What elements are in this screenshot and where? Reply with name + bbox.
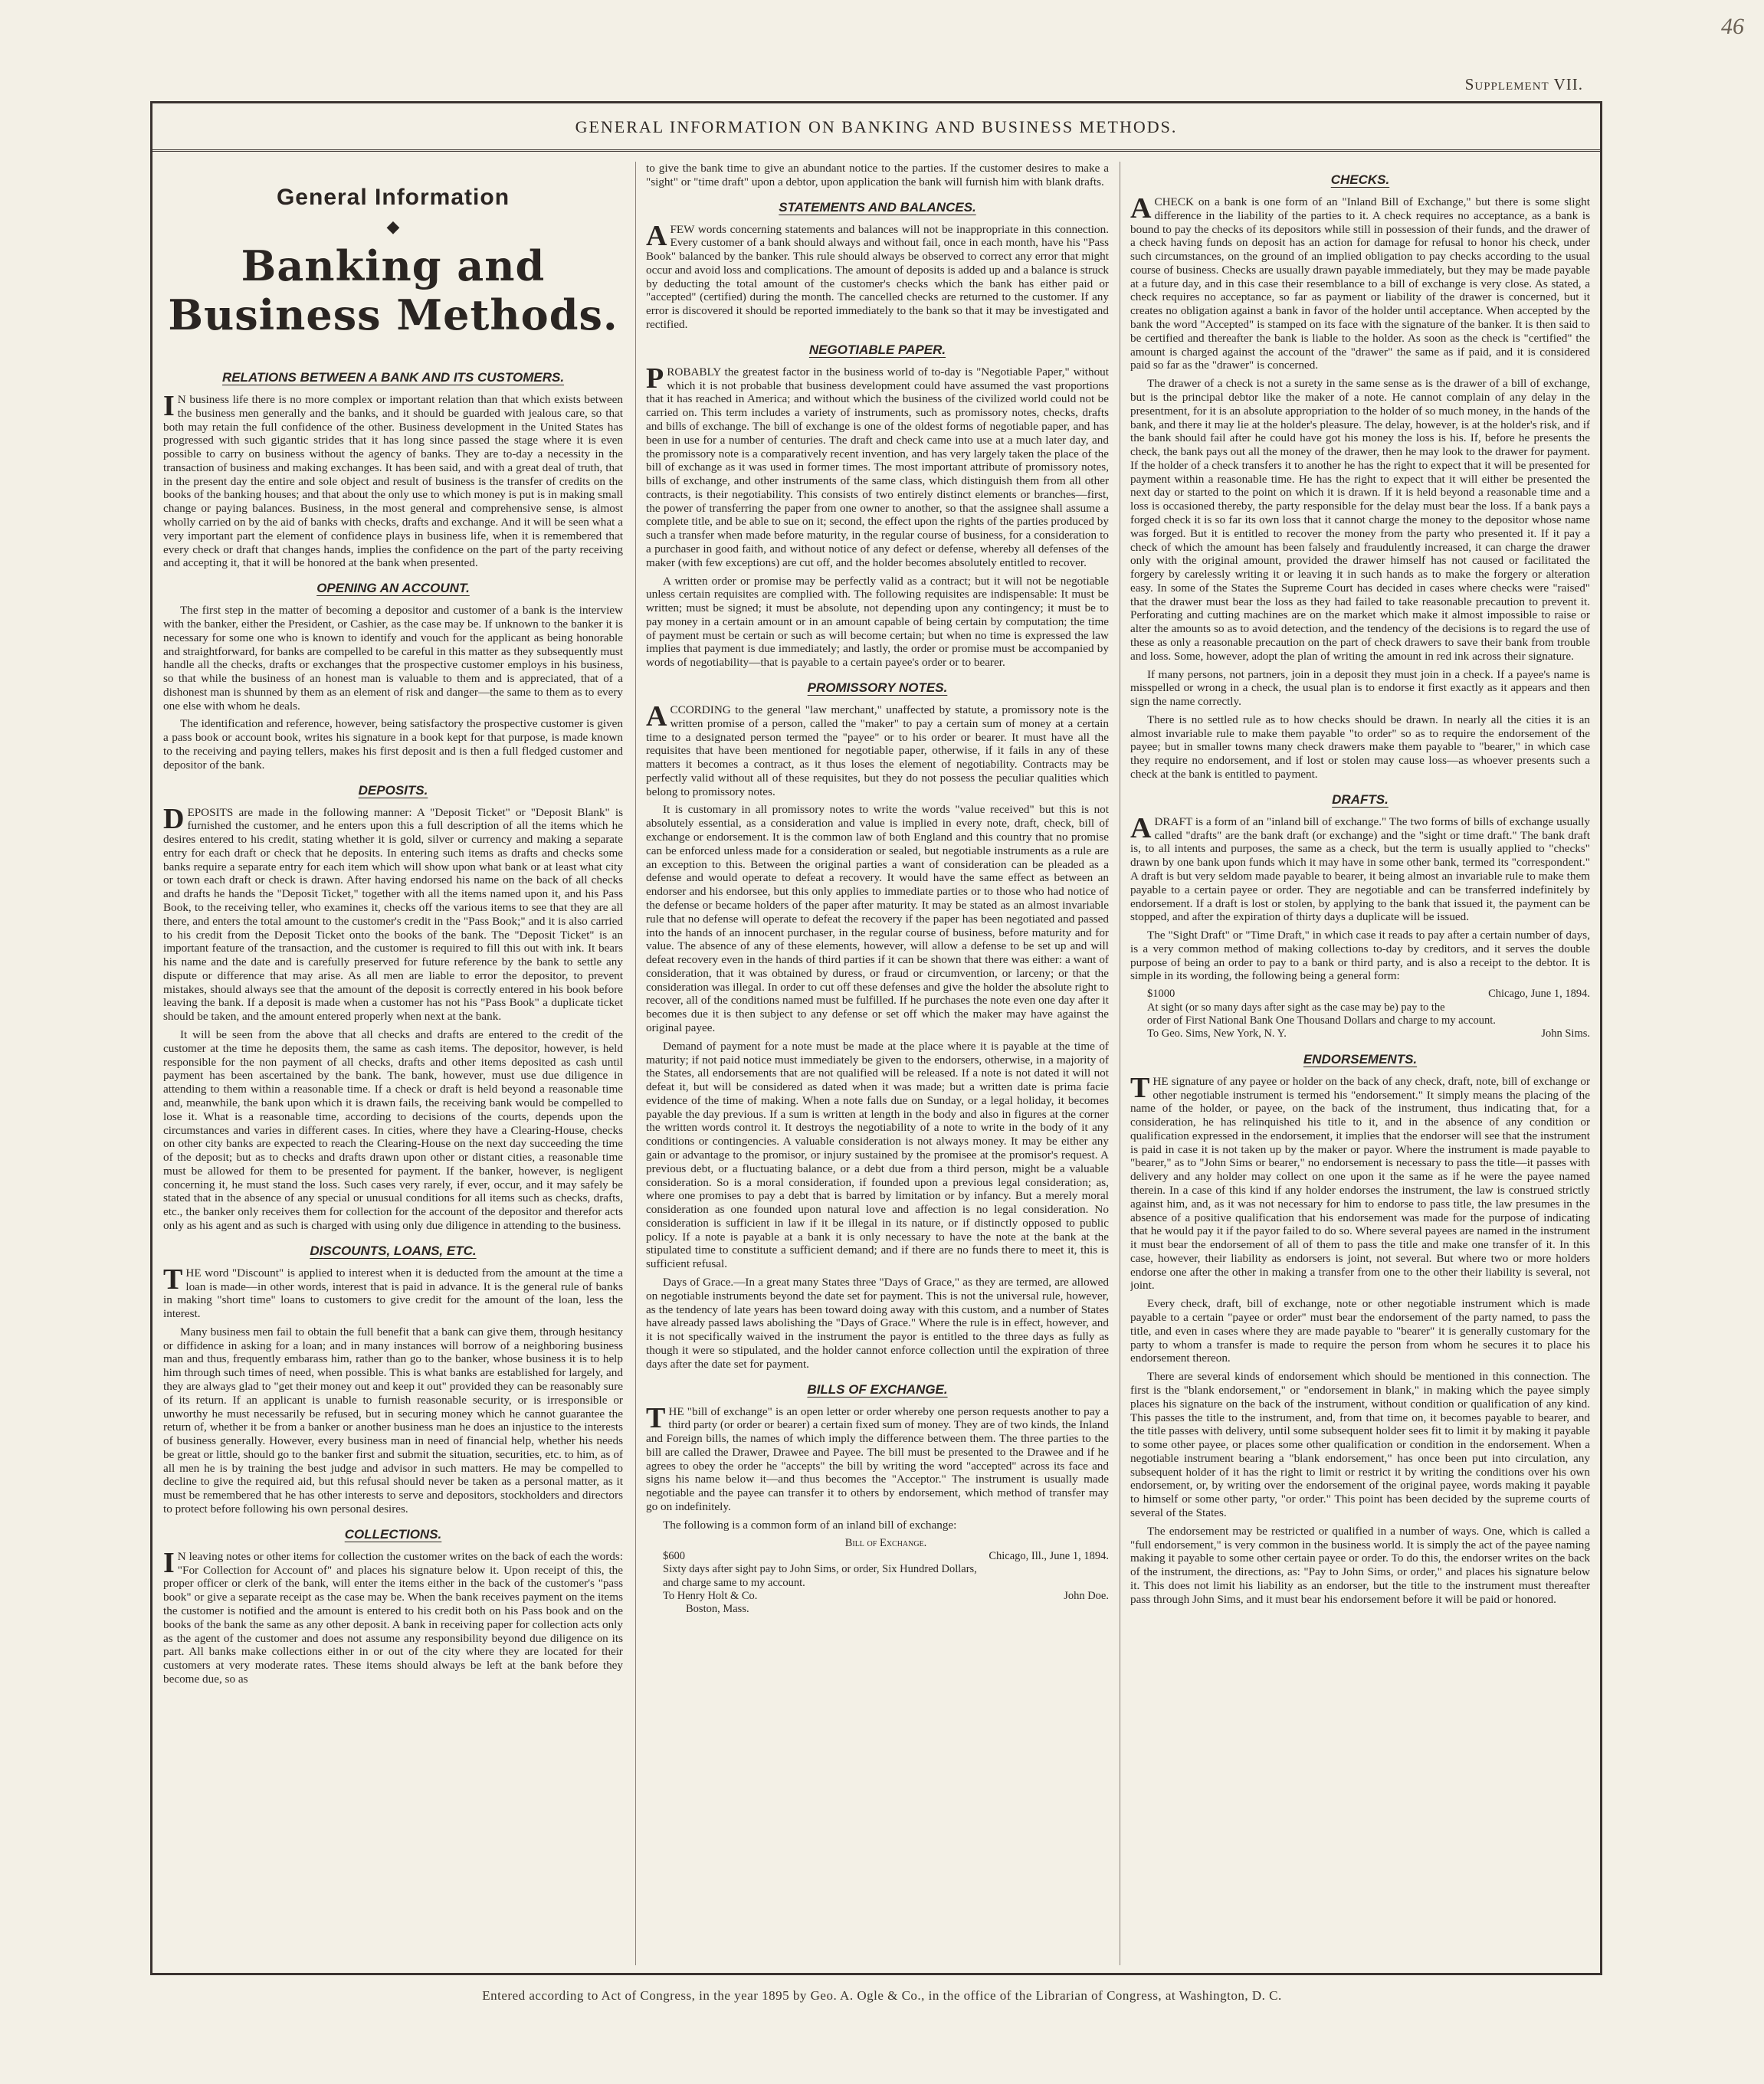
- column-1: [163, 162, 623, 1965]
- draft-form: [1147, 988, 1590, 1041]
- paragraph: Every check, draft, bill of exchange, note or other negotiable instrument which is made payable to a certain "payee or order" must bear the endorsement of the party named, to pass the title, and even in cases where they are made payable to "bearer" it is generally customary for the party to whom a transfer is made to require the person from whom he secures it to place his endorsement thereon.: [1130, 1297, 1590, 1365]
- paragraph: DEPOSITS are made in the following manner: A "Deposit Ticket" or "Deposit Blank" is furnished the customer, and he enters upon this a full description of all the items which he desires entered to his credit, stating whether it is gold, silver or currency and making a separate entry for each draft or check that he deposits. In entering such items as drafts and checks some banks require a separate entry for each item which will show upon what bank or at least what city or town each draft or check is drawn. After having endorsed his name on the back of all checks and drafts he hands the "Deposit Ticket," together with all the items named upon it, and his Pass Book, to the receiving teller, who examines it, checks off the various items to see that they are all there, and enters the total amount to the customer's credit in the "Pass Book;" and it is also carried to his credit from the Deposit Ticket onto the books of the bank. The "Deposit Ticket" is an important feature of the transaction, and the customer is required to fill this out with ink. It bears his name and the date and is carefully preserved for future reference by the bank to settle any dispute or difference that may arise. As all men are liable to error the depositor, to prevent mistakes, should always see that the amount of the deposit is correctly entered in his book before leaving the bank. If a deposit is made when a customer has not his "Pass Book" a duplicate ticket should be taken, and the amount entered properly when next at the bank.: [163, 802, 623, 1024]
- paragraph: ACHECK on a bank is one form of an "Inland Bill of Exchange," but there is some slight difference in the liability of the parties to it. A check requires no acceptance, as a bank is bound to pay the checks of its depositors while still in possession of their funds, and the drawer of a check having funds on deposit has an action for damage for refusal to honor his check, under such circumstances, on the ground of an implied obligation to pay checks according to the usual course of business. Checks are usually drawn payable immediately, but they may be made payable at a future day, and in this case their resemblance to a bill of exchange is very close. As stated, a check requires no acceptance, so far as payment or liability of the drawer is concerned, but it creates no obligation against a bank in favor of the holder until acceptance. When accepted by the bank the word "Accepted" is stamped on its face with the signature of the banker. It is then said to be certified and thereafter the bank is liable to the holder. As soon as the check is "certified" the amount is charged against the account of the "drawer" the same as if paid, and it is considered paid so far as the "drawer" is concerned.: [1130, 192, 1590, 372]
- bill-of-exchange-form: [663, 1537, 1109, 1617]
- paragraph: A written order or promise may be perfectly valid as a contract; but it will not be negotiable unless certain requisites are complied with. The following requisites are indispensable: It must be written; must be signed; it must be absolute, not depending upon any contingency; it must be to pay money in a certain amount or in an amount capable of being certain by computation; the time of payment must be certain or such as will become certain; but when no time is expressed the law implies that payment is due immediately; and lastly, the order or promise must be accompanied by words of negotiability—that is payable to a certain payee's order or to bearer.: [646, 574, 1109, 670]
- section-title-drafts: DRAFTS.: [1332, 791, 1389, 807]
- paragraph: IN leaving notes or other items for collection the customer writes on the back of each the words: "For Collection for Account of" and places his signature below it. Upon receipt of this, the proper officer or clerk of the bank, will enter the items either in the back of the customer's "pass book" or give a separate receipt as the case may be. When the bank receives payment on the items the customer is notified and the amount is entered to his credit both on his Pass book and on the books of the bank the same as any other deposit. A bank in receiving paper for collection acts only as the agent of the customer and does not assume any responsibility beyond due diligence on its part. All banks make collections either in or out of the city where they are located for their customers at very moderate rates. These items should always be left at the bank before they become due, so as: [163, 1546, 623, 1686]
- paragraph: It is customary in all promissory notes to write the words "value received" but this is not absolutely essential, as a consideration and value is implied in every note, draft, check, bill of exchange or endorsement. It is the common law of both England and this country that no promise can be enforced unless made for a consideration or sealed, but negotiable instruments as a rule are an exception to this. Between the original parties a want of consideration can be pleaded as a defense and would operate to defeat a recovery. It would have the same effect as between an endorser and his endorsee, but this only applies to immediate parties or to those who had notice of the defense or became holders of the paper after maturity. It may be stated as an almost invariable rule that no defense will operate to defeat the recovery if the paper has been negotiated and passed into the hands of an innocent purchaser, in the regular course of business, before maturity and for value. The absence of any of these elements, however, will allow a defense to be set up and will defeat recovery even in the hands of third parties if it can be shown that there was either: a want of consideration, that it was obtained by duress, or fraud or circumvention, or larceny; or that the consideration was illegal. In order to cut off these defenses and give the holder the absolute right to recover, all of the conditions named must be fulfilled. If he purchases the note even one day after it becomes due it is then subject to any defense or set off which the maker may have against the original payee.: [646, 803, 1109, 1034]
- paragraph: ADRAFT is a form of an "inland bill of exchange." The two forms of bills of exchange usually called "drafts" are the bank draft (or exchange) and the "sight or time draft." The bank draft is, to all intents and purposes, the same as a check, but the term is usually applied to "checks" drawn by one bank upon funds which it may have in some other bank, termed its "correspondent." A draft is but very seldom made payable to bearer, it being almost an invariable rule to make them payable to a certain payee or order. They are negotiable and can be transferred indefinitely by endorsement. If a draft is lost or stolen, by applying to the bank that issued it, the payment can be stopped, and after the expiration of thirty days a duplicate will be issued.: [1130, 811, 1590, 924]
- form-signer: John Doe.: [1064, 1590, 1109, 1603]
- form-line: At sight (or so many days after sight as the case may be) pay to the: [1147, 1001, 1445, 1014]
- paragraph: Days of Grace.—In a great many States three "Days of Grace," as they are termed, are allowed on negotiable instruments beyond the date set for payment. This is not the universal rule, however, as the tendency of late years has been toward doing away with this custom, and a number of States have already passed laws abolishing the "Days of Grace." Where the rule is in effect, however, and it is not specifically waived in the instrument the payor is entitled to the three days as fully as though it were so stipulated, and the holder cannot enforce collection until the expiration of three days after the date set for payment.: [646, 1276, 1109, 1371]
- masthead-subtitle: Banking and Business Methods.: [168, 241, 618, 339]
- paragraph: The drawer of a check is not a surety in the same sense as is the drawer of a bill of exchange, but is the principal debtor like the maker of a note. He cannot complain of any delay in the presentment, for it is an absolute appropriation to the holder of so much money, in the hands of the bank, and there it may lie at the holder's pleasure. The delay, however, is at the holder's risk, and if the bank should fail after he could have got his money the loss is his. If, before he presents the check, the bank pays out all the money of the drawer, then he may look to the drawer for payment. If the holder of a check transfers it to another he has the right to expect that it will be presented for payment within a reasonable time. He has the right to expect that it will either be presented the next day or started to the point on which it is drawn. If it is held beyond a reasonable time and a loss is occasioned thereby, the party responsible for the delay must bear the loss. If a bank pays a forged check it is so far its own loss that it cannot charge the money to the depositor whose name was forged. But it is entitled to recover the money from the party who presented it. If it pay a check of which the amount has been falsely and fraudulently increased, it can charge the drawer only with the original amount, provided the drawer himself has not caused or facilitated the forgery by carelessly writing it or leaving it in such hands as to make the forgery or alteration easy. In some of the States the Supreme Court has decided in cases where checks were "raised" that the drawer must bear the loss as they had failed to take reasonable precaution to prevent it. Perforating and cutting machines are on the market which make it almost impossible to raise or alter the amounts so as to avoid detection, and the tendency of the decisions is to regard the use of these as only a reasonable precaution on the part of check drawers to save their bank from trouble and loss. Some, however, adopt the plan of writing the amount in red ink across their signature.: [1130, 377, 1590, 663]
- paragraph: The endorsement may be restricted or qualified in a number of ways. One, which is called a "full endorsement," is very common in the business world. It is simply the act of the payee naming making it payable to some other certain payee or order. To do this, the endorser writes on the back of the instrument, the directions, as: "Pay to John Sims, or order," and places his signature below it. This does not limit his liability as an endorser, but the title to the instrument must thereafter pass through John Sims, and it must bear his endorsement before it will be paid or honored.: [1130, 1524, 1590, 1606]
- form-place: Boston, Mass.: [686, 1603, 749, 1616]
- paragraph: The following is a common form of an inland bill of exchange:: [663, 1518, 957, 1532]
- form-signature-row: [1147, 1027, 1590, 1040]
- page-frame: [150, 101, 1602, 1975]
- paragraph: If many persons, not partners, join in a deposit they must join in a check. If a payee's name is misspelled or wrong in a check, the usual plan is to endorse it first exactly as it appears and then sign the name correctly.: [1130, 667, 1590, 709]
- column-3: [1130, 162, 1590, 1965]
- paragraph: ACCORDING to the general "law merchant," unaffected by statute, a promissory note is the written promise of a person, called the "maker" to pay a certain sum of money at a certain time to a designated person termed the "payee" or to his order or bearer. It must have all the requisites that have been mentioned for negotiable paper, otherwise, if it fails in any of these matters it becomes a contract, as it thus loses the element of negotiability. Contracts may be perfectly valid without all of these requisites, but they do not possess the peculiar qualities which belong to promissory notes.: [646, 700, 1109, 798]
- paragraph: There is no settled rule as to how checks should be drawn. In nearly all the cities it is an almost invariable rule to make them payable "to order" so as to require the endorsement of the payee; but in smaller towns many check drawers make them payable to "bearer," in which case they require no endorsement, and if lost or stolen may cause loss—as whoever presents such a check at the bank is entitled to payment.: [1130, 713, 1590, 782]
- paragraph: Many business men fail to obtain the full benefit that a bank can give them, through hesitancy or diffidence in asking for a loan; and in many instances will borrow of a neighboring business man and thus, frequently embarass him, rather than go to the banker, whose business it is to help him through such times of need, when possible. This is what banks are established for largely, and they are always glad to "get their money out and keep it out" provided they can be reasonably sure of its return. If an applicant is unable to furnish reasonable security, or is irresponsible or unworthy he must necessarily be refused, but in securing money which he cannot guarantee the return of, whether it be from a banker or another business man he does an injustice to the interests of business generally. However, every business man in need of financial help, whether his needs be great or little, should go to the banker first and submit the situation, securities, etc. to him, as of all men he is by training the best judge and advisor in such matters. He may be compelled to decline to give the required aid, but this refusal should never be taken as a personal matter, as it must be remembered that he has other interests to serve and depositors, stockholders and directors to protect before following his own personal desires.: [163, 1325, 623, 1516]
- paragraph: AFEW words concerning statements and balances will not be inappropriate in this connection. Every customer of a bank should always and without fail, once in each month, have his "Pass Book" balanced by the banker. This rule should always be observed to correct any error that might occur and avoid loss and complications. The amount of deposits is added up and a balance is struck by deducting the total amount of the customer's checks which the bank has either paid or "accepted" (certified) during the month. The cancelled checks are returned to the customer. If any error is discovered it should be reported immediately to the bank so that it may be investigated and rectified.: [646, 219, 1109, 332]
- paragraph: THE "bill of exchange" is an open letter or order whereby one person requests another to pay a third party (or order or bearer) a certain fixed sum of money. They are of two kinds, the Inland and Foreign bills, the names of which imply the difference between them. The three parties to the bill are called the Drawer, Drawee and Payee. The bill must be presented to the Drawee and if he agrees to obey the order he "accepts" the bill by writing the word "accepted" across its face and signs his name below it—and thus becomes the "Acceptor." The instrument is usually made negotiable and the payee can transfer it to others by endorsement, which method of transfer may go on indefinitely.: [646, 1401, 1109, 1513]
- paragraph: It will be seen from the above that all checks and drafts are entered to the credit of the customer at the time he deposits them, the same as cash items. The depositor, however, is held responsible for the non payment of all checks, drafts and other items deposited as cash until payment has been ascertained by the bank. The bank, however, must use due diligence in attending to them within a reasonable time. If a check or draft is held beyond a reasonable time and, meanwhile, the bank upon which it is drawn fails, the receiving bank would be compelled to lose it. What is a reasonable time, according to decisions of the courts, depends upon the circumstances and varies in different cases. In cities, where they have a Clearing-House, checks on other city banks are expected to reach the Clearing-House on the next day succeeding the time of the deposit; but as to checks and drafts drawn upon other or distant cities, a reasonable time must be allowed for them to be presented for payment. If the banker, however, is negligent concerning it, he must stand the loss. Such cases very rarely, if ever, occur, and it may safely be stated that in the absence of any special or unusual conditions for all items such as checks, drafts, etc., the banker only receives them for collection for the account of the depositor and therefor acts only as his agent and as such is charged with using only due diligence in attending to the business.: [163, 1028, 623, 1232]
- section-title-deposits: DEPOSITS.: [358, 782, 428, 798]
- form-signer: John Sims.: [1541, 1027, 1590, 1040]
- form-amount: $1000: [1147, 988, 1175, 1001]
- section-title-bills: BILLS OF EXCHANGE.: [807, 1381, 948, 1397]
- form-amount: $600: [663, 1549, 685, 1562]
- header-title: GENERAL INFORMATION ON BANKING AND BUSINESS METHODS.: [575, 117, 1178, 136]
- copyright-footer: Entered according to Act of Congress, in the year 1895 by Geo. A. Ogle & Co., in the office of the Librarian of Congress, at Washington, D. C.: [482, 1988, 1282, 2003]
- form-to: To Geo. Sims, New York, N. Y.: [1147, 1027, 1287, 1040]
- paragraph: THE signature of any payee or holder on the back of any check, draft, note, bill of exchange or other negotiable instrument is termed his "endorsement." It simply means the placing of the name of the holder, or payee, on the back of the instrument, thus indicating that, for a consideration, he has relinquished his title to it, and in the absence of any condition or qualification expressed in the endorsement, it implies that the endorser will see that the instrument is paid in case it is not taken up by the maker or payor. Where the instrument is made payable to "bearer," as to "John Sims or bearer," no endorsement is necessary to pass the title—it passes with delivery and any holder may collect on one upon it the same as if he were the payee named therein. In a case of this kind if any holder endorses the instrument, the law is construed strictly against him, and, as it was not necessary for him to endorse to pass title, the law presumes in the absence of a positive qualification that his endorsement was made for the purpose of indicating that he would pay it if the payor failed to do so. Where several payees are named in the instrument it must bear the endorsement of all of them to pass the title and make one transfer of it. In this case, however, their liability as endorsers is joint, not several. But where two or more holders endorse one after the other in making a transfer from one to the other their liability is several, not joint.: [1130, 1071, 1590, 1293]
- masthead-ornament: ◆: [386, 217, 400, 236]
- section-title-discounts: DISCOUNTS, LOANS, ETC.: [310, 1243, 477, 1258]
- columns: [163, 162, 1589, 1965]
- section-title-collections: COLLECTIONS.: [344, 1526, 442, 1542]
- supplement-label: Supplement VII.: [1464, 75, 1583, 93]
- column-2: [646, 162, 1109, 1965]
- section-title-endorsements: ENDORSEMENTS.: [1303, 1051, 1418, 1067]
- paragraph: to give the bank time to give an abundant notice to the parties. If the customer desires to make a "sight" or "time draft" upon a debtor, upon application the bank will furnish him with blank drafts.: [646, 162, 1109, 188]
- form-line: order of First National Bank One Thousand Dollars and charge to my account.: [1147, 1014, 1496, 1027]
- paragraph: The first step in the matter of becoming a depositor and customer of a bank is the interview with the banker, either the President, or Cashier, as the case may be. If unknown to the banker it is necessary for some one who is known to identify and vouch for the applicant as being honorable and straightforward, for banks are compelled to be careful in this matter as they subsequently must handle all the checks, drafts or exchanges that the prospective customer employs in his business, so that while the business of an honest man is valuable to them and is appreciated, that of a dishonest man is shunned by them as an element of risk and danger—the same to them as to every one else with whom he deals.: [163, 604, 623, 713]
- page-number: 46: [1721, 14, 1744, 39]
- form-date: Chicago, June 1, 1894.: [1488, 988, 1590, 1001]
- header-banner: [152, 103, 1600, 152]
- form-date: Chicago, Ill., June 1, 1894.: [989, 1549, 1109, 1562]
- form-header-row: [663, 1550, 1109, 1563]
- section-title-promissory: PROMISSORY NOTES.: [807, 680, 948, 695]
- form-header-row: [1147, 988, 1590, 1001]
- paragraph: IN business life there is no more complex or important relation than that which exists between the business men generally and the banks, and it should be guarded with jealous care, so that both may retain the full confidence of the other. Business development in the United States has progressed with such gigantic strides that it has long since passed the stage where it is even possible to carry on business without the agency of banks. They are to-day a necessity in the transaction of business and making exchanges. It has been said, and with a great deal of truth, that in the present day the entire and sole object and result of business is the transfer of credits on the books of the banking houses; and that about the only use to which money is put is in making small change or paying balances. Business, in the most general and comprehensive sense, is almost wholly carried on by the aid of banks with checks, drafts and exchange. And it will be seen what a very important part the element of confidence plays in business life, when it is remembered that every check or draft that changes hands, implies the confidence on the part of the party receiving and accepting it, that it will be honored at the bank when presented.: [163, 390, 623, 570]
- form-line: Sixty days after sight pay to John Sims, or order, Six Hundred Dollars,: [663, 1563, 977, 1576]
- form-title: Bill of Exchange.: [844, 1536, 927, 1549]
- section-title-statements: STATEMENTS AND BALANCES.: [779, 199, 976, 215]
- section-title-relations: RELATIONS BETWEEN A BANK AND ITS CUSTOMERS.: [221, 370, 565, 385]
- form-line: and charge same to my account.: [663, 1576, 805, 1589]
- form-to: To Henry Holt & Co.: [663, 1590, 758, 1603]
- paragraph: There are several kinds of endorsement which should be mentioned in this connection. The first is the "blank endorsement," or "endorsement in blank," in making which the payee simply places his signature on the back of the instrument, without condition or qualification of any kind. This passes the title to the instrument, and, from that time on, it becomes payable to bearer, and the title passes with delivery, until some subsequent holder sees fit to limit it by making it payable to some other payee, or places some other qualification or condition in the endorsement. When a negotiable instrument bearing a "blank endorsement," has once been put into circulation, any subsequent holder of it has the right to limit or restrict it by writing the conditions over his own endorsement, or, by writing over the endorsement of the original payee, words making it payable to himself or some other party, "or order." This point has been decided by the supreme courts of several of the States.: [1130, 1370, 1590, 1519]
- masthead-title: General Information: [276, 185, 510, 210]
- section-title-opening: OPENING AN ACCOUNT.: [316, 581, 470, 596]
- section-title-negotiable: NEGOTIABLE PAPER.: [808, 342, 946, 357]
- paragraph: PROBABLY the greatest factor in the business world of to-day is "Negotiable Paper," without which it is not probable that business development could have assumed the vast proportions that it has reached in America; and without which the business of the civilized world could not be carried on. This term includes a variety of instruments, such as promissory notes, checks, drafts and bills of exchange. The bill of exchange is one of the oldest forms of negotiable paper, and has been in use for a number of centuries. The draft and check came into use at a much later day, and the promissory note is a comparatively recent invention, and has very largely taken the place of the bill of exchange as it was used in former times. The most important attribute of promissory notes, bills of exchange, and other instruments of the same class, which distinguish them from all other contracts, is their negotiability. This consists of two entirely distinct elements or branches—first, the power of transferring the paper from one owner to another, so that the assignee shall assume a complete title, and be able to sue on it; second, the effect upon the rights of the parties produced by such a transfer when made before maturity, in the regular course of business, for a consideration to a purchaser in good faith, and without notice of any defect or defense, whereby all defenses of the maker (with few exceptions) are cut off, and the holder becomes absolutely entitled to recover.: [646, 362, 1109, 569]
- paragraph: The "Sight Draft" or "Time Draft," in which case it reads to pay after a certain number of days, is a very common method of making collections to-day by creditors, and it serves the double purpose of being an order to pay to a bank or third party, and is also a receipt to the debtor. It is simple in its wording, the following being a general form:: [1130, 929, 1590, 983]
- section-title-checks: CHECKS.: [1330, 172, 1390, 187]
- paragraph: Demand of payment for a note must be made at the place where it is payable at the time of maturity; if not paid notice must immediately be given to the endorsers, otherwise, in a majority of the States, all endorsements that are not qualified will be released. If a note is not dated it will not defeat it, but will be considered as dated when it was made; but a written date is prima facie evidence of the time of making. When a note falls due on Sunday, or a legal holiday, it becomes payable the day previous. If a sum is written at length in the body and also in figures at the corner the written words control it. It destroys the negotiability of a note to write in the body of it any conditions or contingencies. A valuable consideration is not always money. It may be either any gain or advantage to the promisor, or injury sustained by the promisee at the promisor's request. A previous debt, or a fluctuating balance, or a debt due from a third person, might be a valuable consideration. So is a moral consideration, if founded upon a previous legal consideration; as, where one promises to pay a debt that is barred by limitation or by infancy. But a merely moral consideration as one founded upon natural love and affection is no legal consideration. No consideration is sufficient in law if it be illegal in its nature, or if distinctly opposed to public policy. If a note is payable at a bank it is only necessary to have the note at the bank at the stipulated time to constitute a sufficient demand; and if there are no funds there to meet it, this is sufficient refusal.: [646, 1039, 1109, 1271]
- paragraph: THE word "Discount" is applied to interest when it is deducted from the amount at the time a loan is made—in other words, interest that is paid in advance. It is the general rule of banks in making "short time" loans to customers to give credit for the amount of the loan, less the interest.: [163, 1263, 623, 1321]
- paragraph: The identification and reference, however, being satisfactory the prospective customer is given a pass book or account book, writes his signature in a book kept for that purpose, is made known to the receiving and paying tellers, makes his first deposit and is then a full fledged customer and depositor of the bank.: [163, 717, 623, 772]
- column-divider: [635, 162, 636, 1965]
- form-signature-row: [663, 1590, 1109, 1603]
